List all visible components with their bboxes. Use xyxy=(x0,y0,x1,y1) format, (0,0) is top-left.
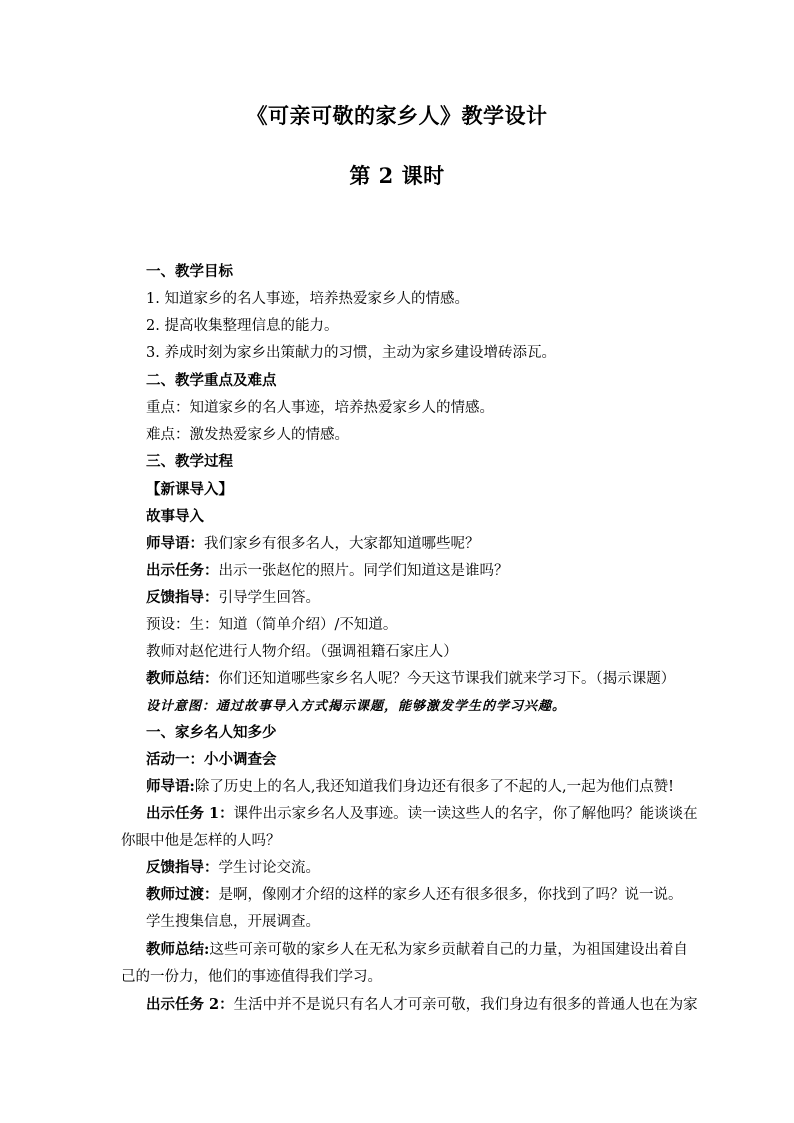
key-point: 重点：知道家乡的名人事迹，培养热爱家乡人的情感。 xyxy=(146,400,494,416)
goal-item-1: 1. 知道家乡的名人事迹，培养热爱家乡人的情感。 xyxy=(146,291,469,307)
feedback2-text: 学生讨论交流。 xyxy=(218,860,320,876)
design-intent-note: 设计意图：通过故事导入方式揭示课题，能够激发学生的学习兴趣。 xyxy=(146,699,567,714)
summary2-label: 教师总结: xyxy=(146,941,210,958)
transition-text: 是啊，像刚才介绍的这样的家乡人还有很多很多，你找到了吗？说一说。 xyxy=(218,887,683,903)
survey-line: 学生搜集信息，开展调查。 xyxy=(146,914,320,930)
task1-text: 课件出示家乡名人及事迹。读一读这些人的名字，你了解他吗？能谈谈在 xyxy=(233,806,698,822)
task1-line-cont: 你眼中他是怎样的人吗？ xyxy=(121,833,281,849)
task1-label: 出示任务 1： xyxy=(146,805,234,822)
show-task-text: 出示一张赵佗的照片。同学们知道这是谁吗？ xyxy=(218,563,509,579)
show-task-line xyxy=(146,561,509,581)
task1-line xyxy=(146,804,698,824)
document-title: 《可亲可敬的家乡人》教学设计 xyxy=(246,103,548,128)
teacher-intro-line: 教师对赵佗进行人物介绍。（强调祖籍石家庄人） xyxy=(146,644,458,660)
transition-line xyxy=(146,885,683,905)
feedback-text: 引导学生回答。 xyxy=(218,590,320,606)
lesson-subtitle: 第 2 课时 xyxy=(349,163,445,188)
guide2-label: 师导语: xyxy=(146,778,195,795)
guide2-text: 除了历史上的名人,我还知道我们身边还有很多了不起的人,一起为他们点赞! xyxy=(194,779,674,795)
feedback2-label: 反馈指导： xyxy=(146,859,219,876)
summary2-line-cont: 己的一份力，他们的事迹值得我们学习。 xyxy=(121,969,382,985)
goal-item-3: 3. 养成时刻为家乡出策献力的习惯，主动为家乡建设增砖添瓦。 xyxy=(146,345,556,361)
difficult-point: 难点：激发热爱家乡人的情感。 xyxy=(146,427,349,443)
task2-line xyxy=(146,995,698,1015)
intro-heading: 【新课导入】 xyxy=(146,481,233,498)
feedback2-line xyxy=(146,858,320,878)
goal-item-2: 2. 提高收集整理信息的能力。 xyxy=(146,318,339,334)
part1-heading: 一、家乡名人知多少 xyxy=(146,724,277,741)
teacher-guide-line xyxy=(146,534,480,554)
summary2-line xyxy=(146,940,688,960)
key-points-heading: 二、教学重点及难点 xyxy=(146,372,277,389)
task2-label: 出示任务 2： xyxy=(146,996,234,1013)
feedback-label: 反馈指导： xyxy=(146,589,219,606)
teacher-summary-text: 你们还知道哪些家乡名人呢？今天这节课我们就来学习下。（揭示课题） xyxy=(218,671,676,687)
teacher-guide-label: 师导语： xyxy=(146,535,204,552)
activity1-heading: 活动一：小小调查会 xyxy=(146,751,277,768)
teacher-guide-text: 我们家乡有很多名人，大家都知道哪些呢？ xyxy=(204,536,480,552)
story-heading: 故事导入 xyxy=(146,508,204,525)
goals-heading: 一、教学目标 xyxy=(146,263,233,280)
guide2-line xyxy=(146,777,674,797)
summary2-text: 这些可亲可敬的家乡人在无私为家乡贡献着自己的力量，为祖国建设出着自 xyxy=(209,942,688,958)
transition-label: 教师过渡： xyxy=(146,886,219,903)
teacher-summary-label: 教师总结： xyxy=(146,670,219,687)
teacher-summary-line xyxy=(146,669,675,689)
show-task-label: 出示任务： xyxy=(146,562,219,579)
task2-text: 生活中并不是说只有名人才可亲可敬，我们身边有很多的普通人也在为家 xyxy=(233,997,698,1013)
feedback-line xyxy=(146,588,320,608)
preset-line: 预设：生：知道（简单介绍）/不知道。 xyxy=(146,617,398,633)
process-heading: 三、教学过程 xyxy=(146,453,233,470)
